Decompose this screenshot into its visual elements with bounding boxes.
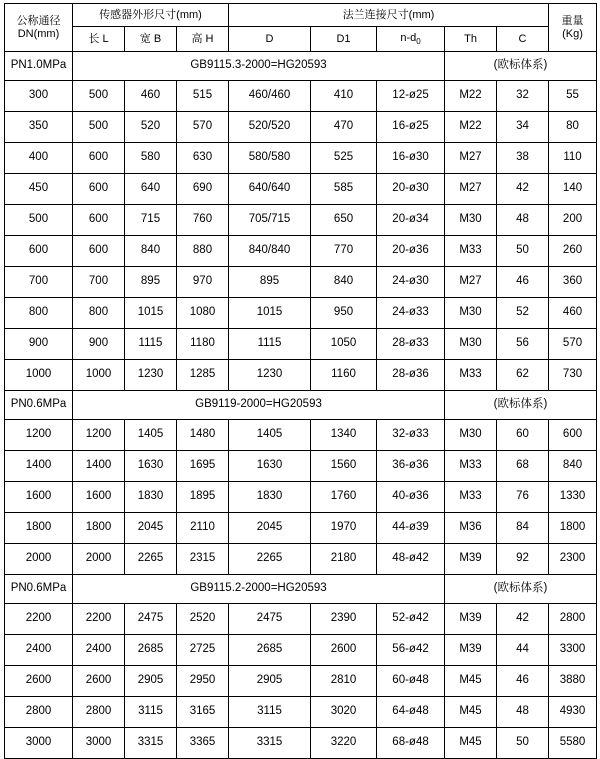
cell-thread: M27 [445,174,497,205]
cell-d: 840/840 [229,236,311,267]
table-row [5,635,597,666]
section-pressure: PN0.6MPa [5,575,73,604]
cell-c: 62 [497,360,549,391]
cell-c: 48 [497,697,549,728]
table-row [5,81,597,112]
cell-weight: 260 [549,236,597,267]
table-row [5,143,597,174]
cell-width: 1230 [125,360,177,391]
cell-dn: 450 [5,174,73,205]
header-dn-line1: 公称通径 [16,14,61,27]
cell-height: 2520 [177,604,229,635]
cell-length: 1800 [73,513,125,544]
cell-bolt-holes: 60-ø48 [377,666,445,697]
cell-c: 38 [497,143,549,174]
cell-d1: 525 [311,143,377,174]
cell-d1: 1340 [311,420,377,451]
cell-width: 2905 [125,666,177,697]
cell-d: 2045 [229,513,311,544]
cell-length: 600 [73,143,125,174]
cell-height: 1180 [177,329,229,360]
cell-bolt-holes: 28-ø36 [377,360,445,391]
cell-dn: 700 [5,267,73,298]
cell-width: 1015 [125,298,177,329]
cell-d: 705/715 [229,205,311,236]
cell-d: 3315 [229,728,311,759]
section-header-row [5,575,597,604]
cell-d1: 950 [311,298,377,329]
cell-bolt-holes: 40-ø36 [377,482,445,513]
table-row [5,666,597,697]
cell-thread: M22 [445,112,497,143]
cell-c: 68 [497,451,549,482]
cell-c: 52 [497,298,549,329]
cell-height: 515 [177,81,229,112]
cell-weight: 600 [549,420,597,451]
cell-c: 46 [497,666,549,697]
cell-width: 1405 [125,420,177,451]
cell-c: 60 [497,420,549,451]
cell-length: 2400 [73,635,125,666]
cell-length: 2000 [73,544,125,575]
cell-weight: 200 [549,205,597,236]
cell-dn: 3000 [5,728,73,759]
cell-d: 1115 [229,329,311,360]
cell-height: 690 [177,174,229,205]
cell-height: 2725 [177,635,229,666]
header-bolt-holes [377,27,445,52]
cell-c: 50 [497,236,549,267]
cell-bolt-holes: 28-ø33 [377,329,445,360]
cell-thread: M33 [445,482,497,513]
cell-weight: 5580 [549,728,597,759]
cell-length: 600 [73,174,125,205]
cell-height: 760 [177,205,229,236]
header-thread: Th [445,27,497,52]
header-bolt-holes-subscript: 0 [416,37,421,46]
section-note: (欧标体系) [445,575,597,604]
cell-weight: 2800 [549,604,597,635]
cell-weight: 570 [549,329,597,360]
table-row [5,604,597,635]
cell-length: 1000 [73,360,125,391]
cell-thread: M45 [445,666,497,697]
cell-length: 600 [73,205,125,236]
cell-bolt-holes: 32-ø33 [377,420,445,451]
cell-bolt-holes: 56-ø42 [377,635,445,666]
cell-d: 520/520 [229,112,311,143]
header-width: 宽 B [125,27,177,52]
section-header-row [5,52,597,81]
cell-bolt-holes: 48-ø42 [377,544,445,575]
cell-length: 800 [73,298,125,329]
cell-c: 44 [497,635,549,666]
table-body [5,52,597,759]
cell-length: 700 [73,267,125,298]
cell-thread: M45 [445,728,497,759]
cell-c: 76 [497,482,549,513]
cell-length: 2800 [73,697,125,728]
cell-thread: M45 [445,697,497,728]
cell-bolt-holes: 24-ø33 [377,298,445,329]
cell-d: 3115 [229,697,311,728]
cell-width: 640 [125,174,177,205]
cell-d1: 3220 [311,728,377,759]
cell-width: 1115 [125,329,177,360]
cell-d1: 650 [311,205,377,236]
cell-length: 500 [73,81,125,112]
table-header [5,4,597,52]
cell-dn: 600 [5,236,73,267]
cell-height: 2950 [177,666,229,697]
cell-d1: 1160 [311,360,377,391]
cell-weight: 3880 [549,666,597,697]
header-bolt-holes-prefix: n-d [400,31,417,44]
cell-dn: 400 [5,143,73,174]
cell-length: 2200 [73,604,125,635]
cell-d1: 1760 [311,482,377,513]
cell-width: 3115 [125,697,177,728]
cell-length: 1400 [73,451,125,482]
cell-width: 2045 [125,513,177,544]
cell-dn: 1600 [5,482,73,513]
cell-height: 1695 [177,451,229,482]
cell-height: 1480 [177,420,229,451]
table-row [5,360,597,391]
cell-height: 1080 [177,298,229,329]
cell-bolt-holes: 20-ø36 [377,236,445,267]
cell-bolt-holes: 64-ø48 [377,697,445,728]
cell-thread: M30 [445,205,497,236]
table-row [5,482,597,513]
cell-weight: 55 [549,81,597,112]
header-dn [5,4,73,52]
cell-c: 42 [497,604,549,635]
section-note: (欧标体系) [445,52,597,81]
cell-dn: 300 [5,81,73,112]
cell-dn: 2200 [5,604,73,635]
cell-weight: 1330 [549,482,597,513]
cell-weight: 360 [549,267,597,298]
cell-dn: 500 [5,205,73,236]
cell-dn: 2000 [5,544,73,575]
section-pressure: PN0.6MPa [5,391,73,420]
cell-d: 2475 [229,604,311,635]
cell-weight: 3300 [549,635,597,666]
cell-thread: M27 [445,267,497,298]
table-row [5,544,597,575]
cell-thread: M33 [445,360,497,391]
cell-d: 895 [229,267,311,298]
cell-d1: 2390 [311,604,377,635]
cell-height: 630 [177,143,229,174]
cell-d1: 3020 [311,697,377,728]
cell-length: 1200 [73,420,125,451]
cell-height: 3365 [177,728,229,759]
table-row [5,298,597,329]
header-weight-line2: (Kg) [562,27,583,40]
cell-width: 715 [125,205,177,236]
cell-c: 92 [497,544,549,575]
cell-weight: 840 [549,451,597,482]
cell-weight: 1800 [549,513,597,544]
cell-bolt-holes: 44-ø39 [377,513,445,544]
cell-bolt-holes: 20-ø30 [377,174,445,205]
cell-weight: 730 [549,360,597,391]
cell-length: 1600 [73,482,125,513]
table-row [5,329,597,360]
table-row [5,451,597,482]
dimension-table [4,3,597,759]
header-c: C [497,27,549,52]
cell-d1: 1050 [311,329,377,360]
cell-height: 3165 [177,697,229,728]
cell-thread: M33 [445,236,497,267]
header-d1: D1 [311,27,377,52]
cell-d: 2685 [229,635,311,666]
cell-c: 50 [497,728,549,759]
cell-width: 2265 [125,544,177,575]
cell-c: 48 [497,205,549,236]
cell-weight: 4930 [549,697,597,728]
cell-d: 580/580 [229,143,311,174]
cell-weight: 460 [549,298,597,329]
cell-width: 580 [125,143,177,174]
header-weight [549,4,597,52]
cell-height: 970 [177,267,229,298]
cell-width: 2475 [125,604,177,635]
cell-d1: 2810 [311,666,377,697]
cell-c: 56 [497,329,549,360]
section-standard: GB9115.2-2000=HG20593 [73,575,445,604]
cell-width: 895 [125,267,177,298]
cell-width: 520 [125,112,177,143]
section-pressure: PN1.0MPa [5,52,73,81]
header-weight-line1: 重量 [561,14,584,27]
cell-dn: 800 [5,298,73,329]
cell-length: 900 [73,329,125,360]
cell-height: 2110 [177,513,229,544]
cell-weight: 2300 [549,544,597,575]
header-group-flange: 法兰连接尺寸(mm) [229,4,549,27]
cell-thread: M30 [445,420,497,451]
cell-length: 2600 [73,666,125,697]
cell-d1: 470 [311,112,377,143]
cell-width: 2685 [125,635,177,666]
cell-width: 840 [125,236,177,267]
cell-width: 460 [125,81,177,112]
cell-d1: 585 [311,174,377,205]
cell-thread: M39 [445,635,497,666]
cell-length: 3000 [73,728,125,759]
cell-thread: M36 [445,513,497,544]
cell-c: 84 [497,513,549,544]
cell-d: 2265 [229,544,311,575]
cell-bolt-holes: 24-ø30 [377,267,445,298]
cell-c: 42 [497,174,549,205]
cell-height: 1895 [177,482,229,513]
cell-thread: M33 [445,451,497,482]
table-row [5,112,597,143]
cell-dn: 1000 [5,360,73,391]
cell-bolt-holes: 16-ø30 [377,143,445,174]
cell-d: 1830 [229,482,311,513]
cell-dn: 1400 [5,451,73,482]
table-row [5,205,597,236]
cell-thread: M30 [445,298,497,329]
table-row [5,267,597,298]
cell-bolt-holes: 16-ø25 [377,112,445,143]
section-standard: GB9119-2000=HG20593 [73,391,445,420]
cell-thread: M22 [445,81,497,112]
cell-d: 1405 [229,420,311,451]
cell-d1: 840 [311,267,377,298]
cell-weight: 110 [549,143,597,174]
table-row [5,420,597,451]
cell-c: 46 [497,267,549,298]
cell-width: 3315 [125,728,177,759]
table-row [5,697,597,728]
cell-d1: 410 [311,81,377,112]
cell-dn: 1800 [5,513,73,544]
cell-d: 2905 [229,666,311,697]
cell-weight: 80 [549,112,597,143]
cell-height: 880 [177,236,229,267]
section-header-row [5,391,597,420]
cell-dn: 900 [5,329,73,360]
cell-width: 1830 [125,482,177,513]
header-dn-line2: DN(mm) [17,27,60,40]
cell-d: 640/640 [229,174,311,205]
cell-d: 1230 [229,360,311,391]
header-d: D [229,27,311,52]
cell-height: 1285 [177,360,229,391]
cell-weight: 140 [549,174,597,205]
cell-d: 1015 [229,298,311,329]
cell-length: 600 [73,236,125,267]
table-row [5,174,597,205]
cell-d1: 2180 [311,544,377,575]
cell-bolt-holes: 52-ø42 [377,604,445,635]
cell-dn: 350 [5,112,73,143]
table-row [5,513,597,544]
cell-dn: 2600 [5,666,73,697]
header-group-sensor: 传感器外形尺寸(mm) [73,4,229,27]
cell-d1: 770 [311,236,377,267]
cell-c: 34 [497,112,549,143]
cell-d: 460/460 [229,81,311,112]
cell-c: 32 [497,81,549,112]
cell-dn: 1200 [5,420,73,451]
cell-bolt-holes: 36-ø36 [377,451,445,482]
cell-bolt-holes: 20-ø34 [377,205,445,236]
header-height: 高 H [177,27,229,52]
table-row [5,728,597,759]
cell-d1: 2600 [311,635,377,666]
cell-bolt-holes: 12-ø25 [377,81,445,112]
section-note: (欧标体系) [445,391,597,420]
cell-length: 500 [73,112,125,143]
cell-thread: M27 [445,143,497,174]
header-length: 长 L [73,27,125,52]
section-standard: GB9115.3-2000=HG20593 [73,52,445,81]
cell-d: 1630 [229,451,311,482]
cell-dn: 2800 [5,697,73,728]
cell-thread: M39 [445,544,497,575]
cell-bolt-holes: 68-ø48 [377,728,445,759]
cell-dn: 2400 [5,635,73,666]
cell-height: 2315 [177,544,229,575]
cell-thread: M39 [445,604,497,635]
cell-width: 1630 [125,451,177,482]
cell-d1: 1970 [311,513,377,544]
cell-thread: M30 [445,329,497,360]
cell-d1: 1560 [311,451,377,482]
cell-height: 570 [177,112,229,143]
table-row [5,236,597,267]
